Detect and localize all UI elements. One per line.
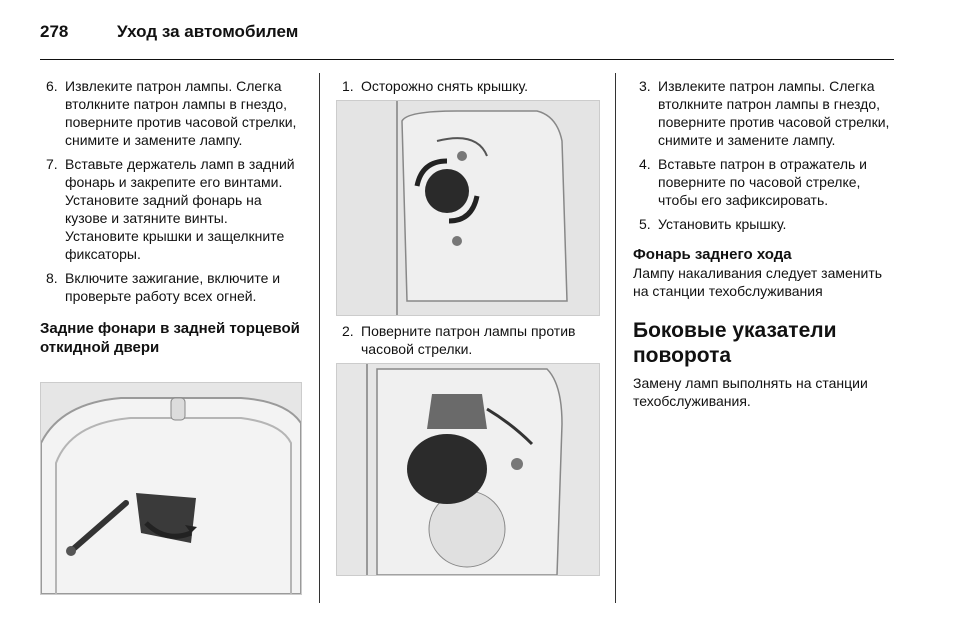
- step-text: Поверните патрон лампы против часовой стрелки.: [361, 323, 576, 357]
- column-2-top: [336, 77, 598, 101]
- step-number: 5.: [639, 216, 651, 232]
- reverse-light-text: Лампу накаливания следует заменить на станции техобслуживания: [633, 265, 883, 299]
- remove-cover-figure: [336, 100, 600, 316]
- reverse-light-heading: Фонарь заднего хода: [633, 246, 792, 263]
- list-item: [40, 155, 302, 263]
- list-item: [336, 77, 598, 95]
- step-number: 4.: [639, 156, 651, 172]
- column-2-bottom: [336, 322, 598, 364]
- list-item: [633, 215, 898, 233]
- step-text: Вставьте держатель ламп в задний фонарь и закрепите его винтами. Установите задний фонарь на кузове и затяните винты. Установите крышки и защелкните фиксаторы.: [65, 156, 295, 262]
- step-number: 8.: [46, 270, 58, 286]
- step-text: Извлеките патрон лампы. Слегка втолкните патрон лампы в гнездо, поверните против часовой стрелки, снимите и замените лампу.: [658, 78, 890, 148]
- column-divider-1: [319, 73, 320, 603]
- step-text: Осторожно снять крышку.: [361, 78, 529, 94]
- column-3: [633, 77, 898, 410]
- list-item: [633, 155, 898, 209]
- column-divider-2: [615, 73, 616, 603]
- step-text: Вставьте патрон в отражатель и поверните по часовой стрелке, чтобы его зафиксировать.: [658, 156, 867, 208]
- steps-list: [336, 322, 598, 358]
- column-1: [40, 77, 302, 357]
- step-number: 2.: [342, 323, 354, 339]
- turn-indicators-heading: Боковые указатели поворота: [633, 319, 837, 367]
- step-number: 6.: [46, 78, 58, 94]
- list-item: [336, 322, 598, 358]
- step-number: 3.: [639, 78, 651, 94]
- list-item: [40, 77, 302, 149]
- step-number: 1.: [342, 78, 354, 94]
- turn-bulb-figure: [336, 363, 600, 576]
- page-title: Уход за автомобилем: [117, 22, 299, 41]
- step-text: Извлеките патрон лампы. Слегка втолкните патрон лампы в гнездо, поверните против часовой стрелки, снимите и замените лампу.: [65, 78, 297, 148]
- turn-indicators-text: Замену ламп выполнять на станции техобслуживания.: [633, 375, 868, 409]
- page-number: 278: [40, 22, 69, 41]
- list-item: [633, 77, 898, 149]
- step-number: 7.: [46, 156, 58, 172]
- step-text: Установить крышку.: [658, 216, 787, 232]
- header-rule: [40, 59, 894, 60]
- steps-list: [40, 77, 302, 305]
- steps-list: [633, 77, 898, 233]
- tailgate-lamp-figure: [40, 382, 302, 595]
- step-text: Включите зажигание, включите и проверьте работу всех огней.: [65, 270, 281, 304]
- list-item: [40, 269, 302, 305]
- steps-list: [336, 77, 598, 95]
- section-heading: Задние фонари в задней торцевой откидной двери: [40, 320, 300, 356]
